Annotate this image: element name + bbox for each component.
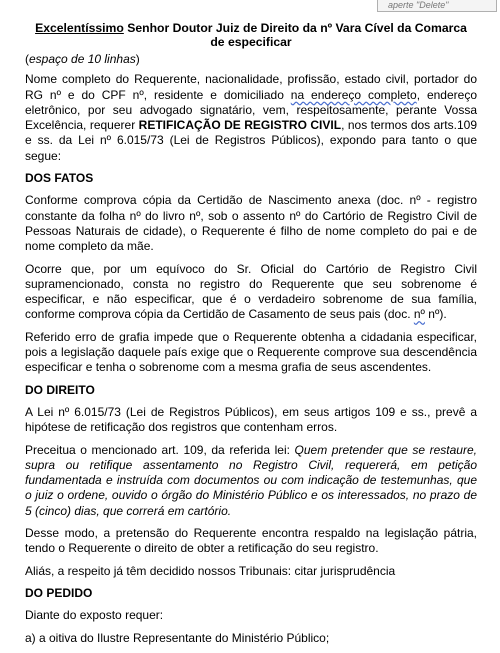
section-heading-fatos: DOS FATOS [25,171,94,186]
spellcheck-mark[interactable]: na endereço completo [290,87,417,102]
section-heading-direito: DO DIREITO [25,382,95,397]
spellcheck-mark[interactable]: nº [413,307,425,322]
fatos-paragraph-1: Conforme comprova cópia da Certidão de Nascimento anexa (doc. nº - registro constante da folha nº do livro nº, sob o assento nº do Cartório de Registro Civil de Pessoas Naturais de cidade), o Requerente é filho de nome completo do pai e de nome completo da mãe. [25,193,477,254]
title-line2: de especificar [210,35,292,49]
direito-paragraph-1: A Lei nº 6.015/73 (Lei de Registros Públicos), em seus artigos 109 e ss., prevê a hipótese de retificação dos registros que contenham erros. [25,404,477,435]
direito-paragraph-2: Preceitua o mencionado art. 109, da referida lei: Quem pretender que se restaure, supra ou retifique assentamento no Registro Civil, requererá, em petição fundamentada e instruída com documentos ou com indicação de testemunhas, que o juiz o ordene, ouvido o órgão do Ministério Público e os interessados, no prazo de 5 (cinco) dias, que correrá em cartório. [25,442,477,518]
delete-hint-tooltip: aperte "Delete" [377,0,497,12]
intro-paragraph: Nome completo do Requerente, nacionalidade, profissão, estado civil, portador do RG nº e do CPF nº, residente e domiciliado na endereço completo, endereço eletrônico, por seu advogado signatário, vem, respeitosamente, perante Vossa Excelência, requerer RETIFICAÇÃO DE REGISTRO CIVIL, nos termos dos arts.109 e ss. da Lei nº 6.015/73 (Lei de Registros Públicos), expondo para tanto o que segue: [25,72,477,163]
pedido-paragraph-1: Diante do exposto requer: [25,608,164,623]
document-title [25,21,477,49]
section-heading-pedido: DO PEDIDO [25,585,93,600]
direito-paragraph-4: Aliás, a respeito já têm decidido nossos Tribunais: citar jurisprudência [25,563,396,578]
direito-paragraph-3: Desse modo, a pretensão do Requerente encontra respaldo na legislação pátria, tendo o Requerente o direito de obter a retificação do seu registro. [25,526,477,556]
fatos-paragraph-2: Ocorre que, por um equívoco do Sr. Oficial do Cartório de Registro Civil supramencionado, consta no registro do Requerente que seu sobrenome é especificar, e não especificar, que é o verdadeiro sobrenome de sua família, conforme comprova cópia da Certidão de Casamento de seus pais (doc. nº nº). [25,261,477,322]
fatos-paragraph-3: Referido erro de grafia impede que o Requerente obtenha a cidadania especificar, pois a legislação daquele país exige que o Requerente comprove sua descendência especificar e tenha o sobrenome com a mesma grafia de seus ascendentes. [25,329,477,375]
title-first-word: Excelentíssimo [35,21,124,35]
title-line1: Senhor Doutor Juiz de Direito da nº Vara Cível da Comarca [123,21,467,35]
law-quote: Quem pretender que se restaure, supra ou retifique assentamento no Registro Civil, requererá, em petição fundamentada e instruída com documentos ou com indicação de testemunhas, que o juiz o ordene, ouvido o órgão do Ministério Público e os interessados, no prazo de 5 (cinco) dias, que correrá em cartório. [25,442,477,518]
pedido-paragraph-2: a) a oitiva do Ilustre Representante do Ministério Público; [25,630,330,645]
document-body[interactable] [25,21,477,653]
space-note: (espaço de 10 linhas) [25,52,140,66]
